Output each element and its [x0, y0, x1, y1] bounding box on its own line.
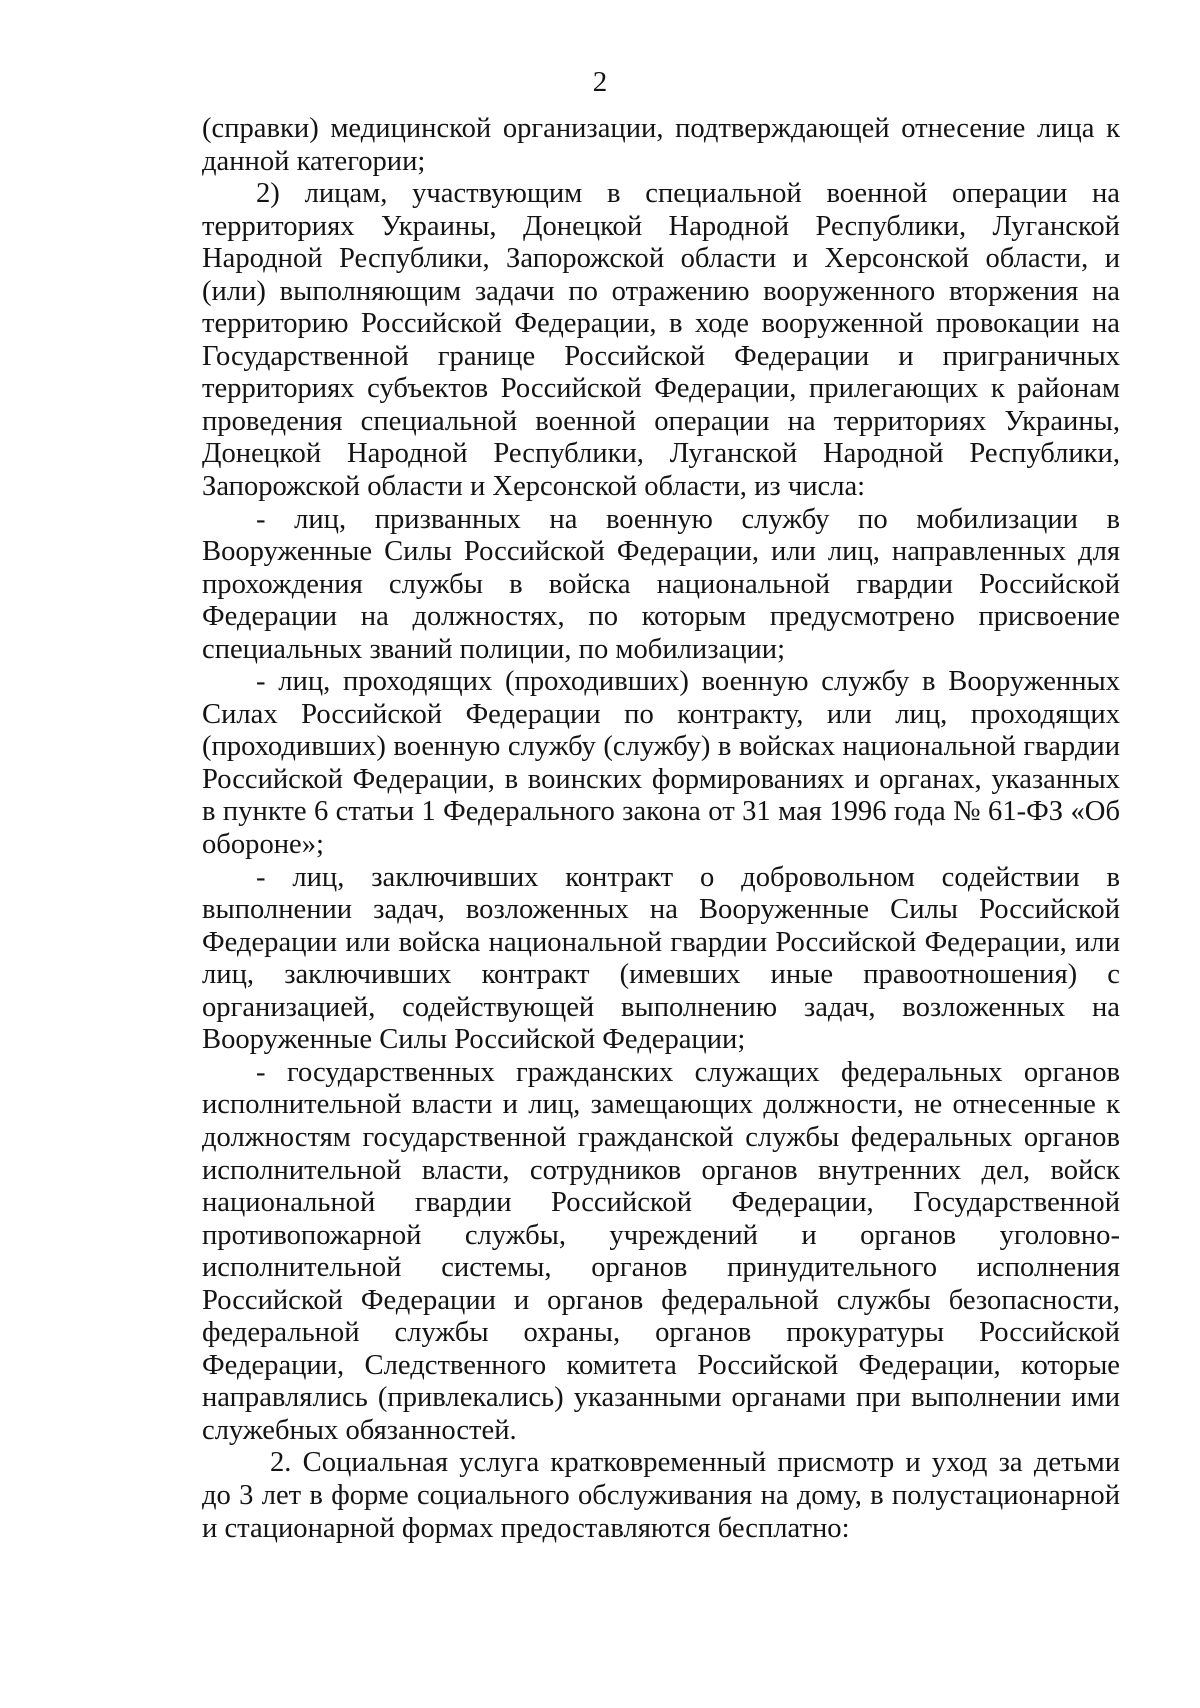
paragraph-dash-contract: - лиц, проходящих (проходивших) военную службу в Вооруженных Силах Российской Федерации по контракту, или лиц, проходящих (проходивших) военную службу (службу) в войсках национальной гвардии Российской Федерации, в воинских формированиях и органах, указанных в пункте 6 статьи 1 Федерального закона от 31 мая 1996 года № 61-ФЗ «Об обороне»; — [202, 666, 1120, 861]
document-body — [202, 113, 1120, 1545]
paragraph-dash-mobilized: - лиц, призванных на военную службу по мобилизации в Вооруженные Силы Российской Федерации, или лиц, направленных для прохождения службы в войска национальной гвардии Российской Федерации на должностях, по которым предусмотрено присвоение специальных званий полиции, по мобилизации; — [202, 503, 1120, 665]
paragraph-section-2: 2. Социальная услуга кратковременный присмотр и уход за детьми до 3 лет в форме социального обслуживания на дому, в полустационарной и стационарной формах предоставляются бесплатно: — [202, 1447, 1120, 1544]
paragraph-dash-volunteers: - лиц, заключивших контракт о добровольном содействии в выполнении задач, возложенных на Вооруженные Силы Российской Федерации или войска национальной гвардии Российской Федерации, или лиц, заключивших контракт (имевших иные правоотношения) с организацией, содействующей выполнению задач, возложенных на Вооруженные Силы Российской Федерации; — [202, 861, 1120, 1056]
paragraph-item-2: 2) лицам, участвующим в специальной военной операции на территориях Украины, Донецкой Народной Республики, Луганской Народной Республики, Запорожской области и Херсонской области, и (или) выполняющим задачи по отражению вооруженного вторжения на территорию Российской Федерации, в ходе вооруженной провокации на Государственной границе Российской Федерации и приграничных территориях субъектов Российской Федерации, прилегающих к районам проведения специальной военной операции на территориях Украины, Донецкой Народной Республики, Луганской Народной Республики, Запорожской области и Херсонской области, из числа: — [202, 178, 1120, 503]
paragraph-continuation: (справки) медицинской организации, подтверждающей отнесение лица к данной категории; — [202, 113, 1120, 177]
page-number: 2 — [592, 66, 608, 98]
paragraph-dash-civil-servants: - государственных гражданских служащих федеральных органов исполнительной власти и лиц, замещающих должности, не отнесенные к должностям государственной гражданской службы федеральных органов исполнительной власти, сотрудников органов внутренних дел, войск национальной гвардии Российской Федерации, Государственной противопожарной службы, учреждений и органов уголовно-исполнительной системы, органов принудительного исполнения Российской Федерации и органов федеральной службы безопасности, федеральной службы охраны, органов прокуратуры Российской Федерации, Следственного комитета Российской Федерации, которые направлялись (привлекались) указанными органами при выполнении ими служебных обязанностей. — [202, 1056, 1120, 1446]
